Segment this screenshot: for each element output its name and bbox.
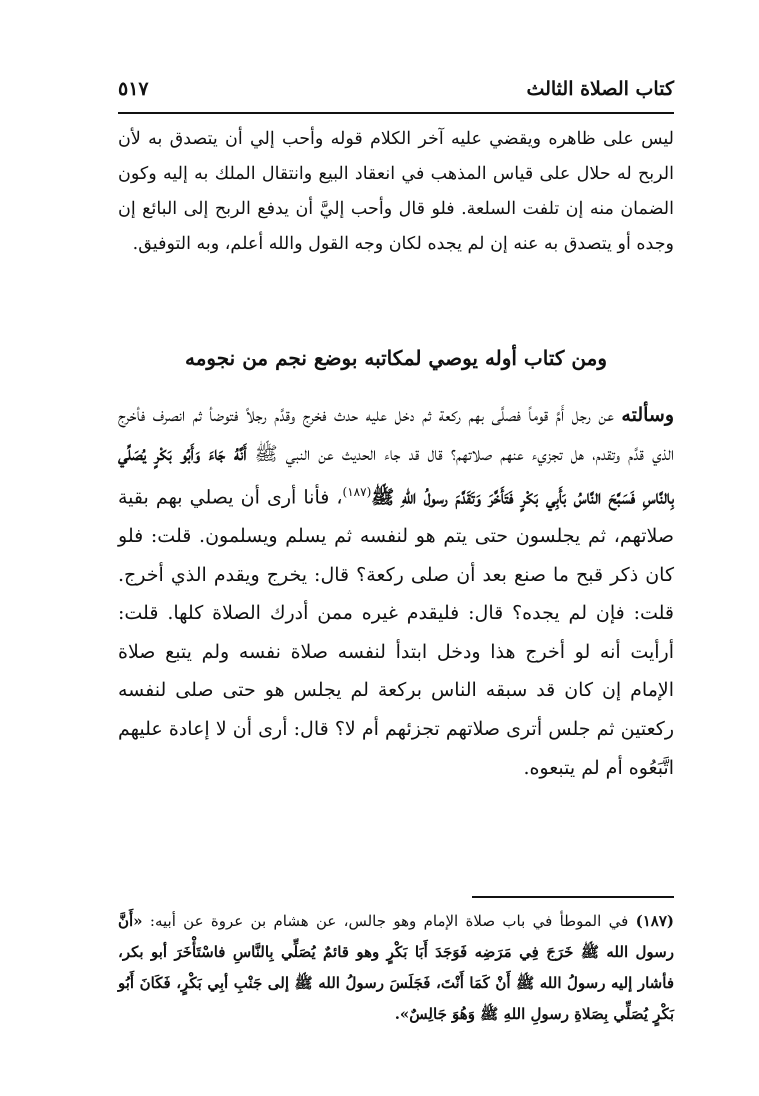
footnote-intro: في الموطأ في باب صلاة الإمام وهو جالس، عن هشام بن عروة عن أبيه: [142,912,636,930]
main-paragraph [118,396,674,787]
footnote-divider [472,896,674,898]
answer-text: ، فأنا أرى أن يصلي بهم بقية صلاتهم، ثم يجلسون حتى يتم هو لنفسه ثم يسلم ويسلمون. قلت: فلو كان ذكر قبح ما صنع بعد أن صلى ركعة؟ قال: يخرج ويقدم الذي أخرج. قلت: فإن لم يجده؟ قال: فليقدم غيره ممن أدرك الصلاة كلها. قلت: أرأيت أنه لو أخرج هذا ودخل ابتدأ لنفسه صلاة نفسه ولم يتبع صلاة الإمام إن كان قد سبقه الناس بركعة لم يجلس هو حتى صلى لنفسه ركعتين ثم جلس أترى صلاتهم تجزئهم أم لا؟ قال: أرى أن لا إعادة عليهم اتَّبَعُوه أم لم يتبعوه. [118,486,674,779]
question-text: عن رجل أَمَّ قوماً فصلَّى بهم ركعة ثم دخل عليه حدث فخرج وقدَّم رجلاً فتوضأ ثم انصرف فأخرج الذي قدَّم وتقدم، هل تجزيء عنهم صلاتهم؟ قال قد جاء الحديث عن النبي ﷺ [118,404,674,465]
footnote-reference: (١٨٧) [342,485,372,500]
chapter-title: كتاب الصلاة الثالث [526,78,674,100]
hadith-quote: أَنَّهُ جَاءَ وَأَبُو بَكْرٍ يُصَلِّي بِالنَّاسِ فَسَبَّحَ النَّاسُ بَأَبِي بَكْرٍ فَتَأَخَّرَ وَتَقَدَّمَ رسولُ اللهِ ﷺ [118,442,674,509]
header-divider [118,112,674,114]
section-heading: ومن كتاب أوله يوصي لمكاتبه بوضع نجم من نجومه [185,346,607,370]
footnote-quote: «أَنَّ رسول الله ﷺ خَرَجَ فِي مَرَضِه فَوَجَدَ أَبَا بَكْرٍ وهو قائمٌ يُصَلِّي بِالنَّاسِ فاسْتَأْخَرَ أبو بكر، فأشار إليه رسولُ الله ﷺ أَنْ كَمَا أَنْتَ، فَجَلَسَ رسولُ الله ﷺ إلى جَنْبِ أبِي بَكْرٍ، فَكَانَ أَبُو بَكْرٍ يُصَلِّي بِصَلاةِ رسولِ اللهِ ﷺ وَهُوَ جَالِسٌ». [118,912,674,1023]
main-text-body [118,396,674,787]
footnote-body [118,906,674,1030]
intro-paragraph [118,122,674,262]
intro-text: ليس على ظاهره ويقضي عليه آخر الكلام قوله وأحب إلي أن يتصدق به لأن الربح له حلال على قياس المذهب في انعقاد البيع وانتقال الملك به إليه وكون الضمان منه إن تلفت السلعة. فلو قال وأحب إليَّ أن يدفع الربح إلى البائع إن وجده أو يتصدق به عنه إن لم يجده لكان وجه القول والله أعلم، وبه التوفيق. [118,129,674,254]
lead-word: وسألته [621,404,674,426]
footnote-number: (١٨٧) [635,912,674,930]
footnote [118,906,674,1030]
running-header [118,72,674,112]
page-number: ٥١٧ [118,78,149,100]
